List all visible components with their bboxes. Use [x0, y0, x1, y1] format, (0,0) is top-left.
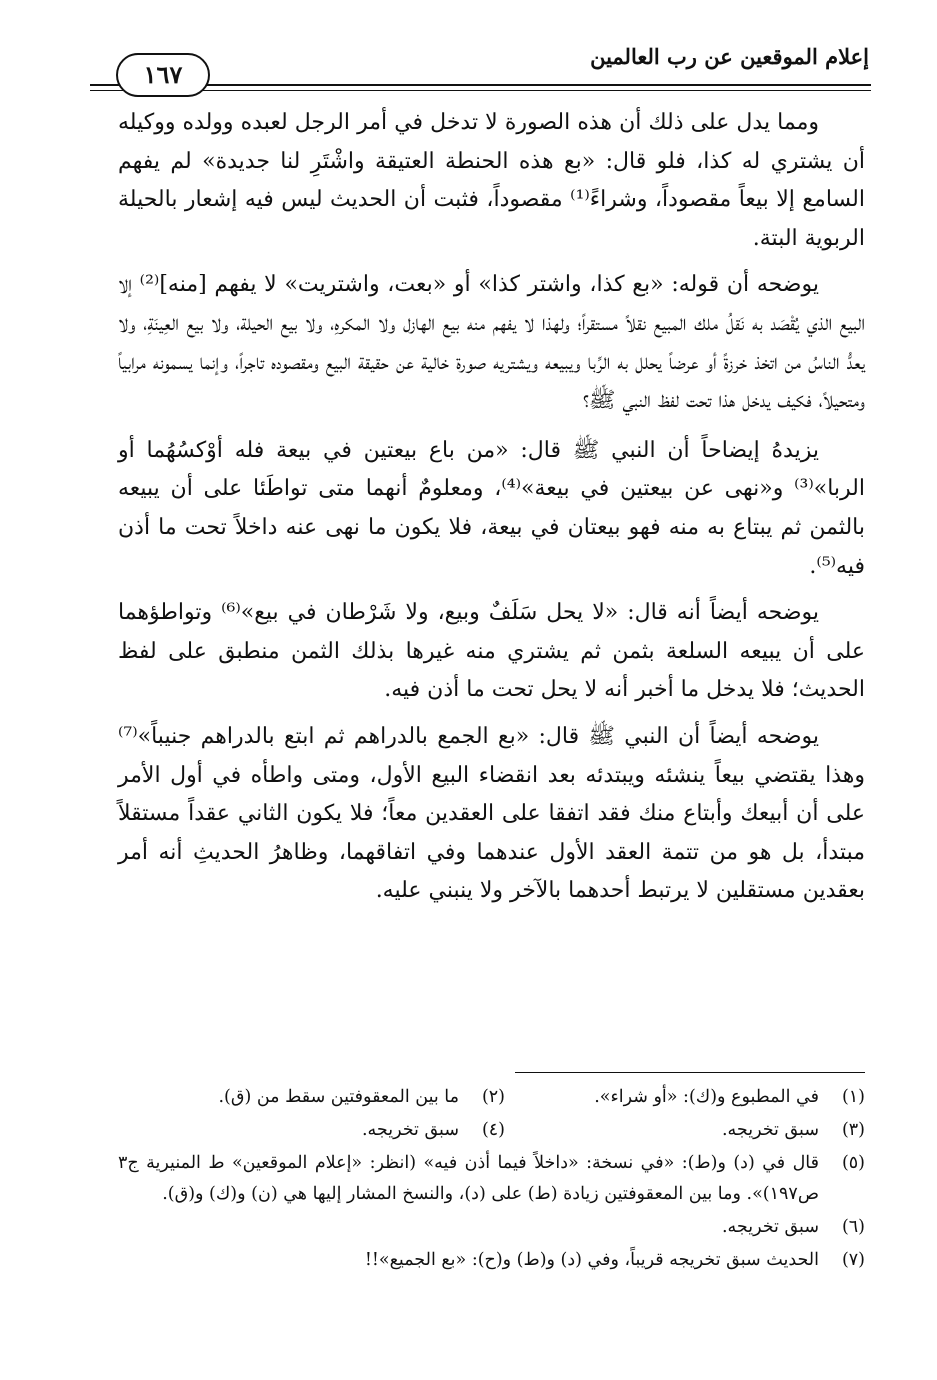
footnote-number: (٣) [841, 1120, 865, 1140]
footnote-number: (٧) [841, 1250, 865, 1270]
footnote-number: (٢) [481, 1087, 505, 1107]
footnote-4 [145, 1115, 505, 1146]
paragraph: ومما يدل على ذلك أن هذه الصورة لا تدخل في أمر الرجل لعبده وولده ووكيله أن يشتري له كذا، فلو قال: «بع هذه الحنطة العتيقة واشْتَرِ لنا جديدة» لم يفهم السامع إلا بيعاً مقصوداً، وشراءً⁽¹⁾ مقصوداً، فثبت أن الحديث ليس فيه إشعار بالحيلة الربوية البتة. [118, 110, 866, 251]
footnote-1 [505, 1082, 865, 1113]
footnote-separator [515, 1072, 865, 1073]
footnote-text: قال في (د) و(ط): «في نسخة: «داخلاً فيما أذن فيه» (انظر: «إعلام الموقعين» ط المنيرية ج٣ ص١٩٧)». وما بين المعقوفتين زيادة (ط) على (د)، والنسخ المشار إليها هي (ن) و(ك) و(ق). [118, 1153, 819, 1204]
footnote-number: (٦) [841, 1217, 865, 1237]
footnote-5 [118, 1148, 865, 1210]
footnote-number: (٥) [841, 1153, 865, 1173]
paragraph: يزيدهُ إيضاحاً أن النبي ﷺ قال: «من باع بيعتين في بيعة فله أوْكسُهُما أو الربا»⁽³⁾ و«نهى عن بيعتين في بيعة»⁽⁴⁾، ومعلومٌ أنهما متى تواطَئا على أن يبيعه بالثمن ثم يبتاع به منه فهو بيعتان في بيعة، فلا يكون ما نهى عنه داخلاً تحت ما أذن فيه⁽⁵⁾. [118, 437, 865, 579]
footnote-text: الحديث سبق تخريجه قريباً، وفي (د) و(ط) و(ح): «بع الجميع»!! [364, 1250, 819, 1270]
paragraph: يوضحه أن قوله: «بع كذا، واشتر كذا» أو «بعت، واشتريت» لا يفهم [منه]⁽²⁾ إلا البيع الذي يُقْصَد به نَقلُ ملك المبيع نقلاً مستقراً؛ ولهذا لا يفهم منه بيع الهازل ولا المكرهِ، ولا بيع الحيلة، ولا بيع العِينَةِ، ولا يعدُّ الناسُ من اتخذ خرزةً أو عرضاً يحلل به الرِّبا ويبيعه ويشتريه صورة خالية عن حقيقة البيع ومقصوده تاجراً، وإنما يسمونه مرابياً ومتحيلاً، فكيف يدخل هذا تحت لفظ النبي ﷺ؟ [118, 272, 865, 414]
running-title: إعلام الموقعين عن رب العالمين [590, 44, 869, 69]
footnotes [118, 1082, 865, 1278]
page-number: ١٦٧ [116, 53, 210, 97]
footnote-row [118, 1082, 865, 1113]
footnote-text: ما بين المعقوفتين سقط من (ق). [218, 1087, 459, 1107]
main-text [118, 104, 865, 919]
paragraph: يوضحه أيضاً أنه قال: «لا يحل سَلَفٌ وبيع، ولا شَرْطان في بيع»⁽⁶⁾ وتواطؤهما على أن يبيعه السلعة بثمن ثم يشتري منه غيرها بذلك الثمن منطبق على لفظ الحديث؛ فلا يدخل ما أخبر أنه لا يحل تحت ما أذن فيه. [118, 600, 865, 703]
footnote-text: سبق تخريجه. [361, 1120, 459, 1140]
footnote-text: سبق تخريجه. [721, 1120, 819, 1140]
footnote-7 [118, 1245, 865, 1276]
header-rule-thin [90, 90, 871, 91]
footnote-text: سبق تخريجه. [721, 1217, 819, 1237]
footnote-row [118, 1115, 865, 1146]
paragraph: يوضحه أيضاً أن النبي ﷺ قال: «بع الجمع بالدراهم ثم ابتع بالدراهم جنيباً»⁽⁷⁾ وهذا يقتضي بيعاً ينشئه ويبتدئه بعد انقضاء البيع الأول، ومتى واطأه في أول الأمر على أن أبيعك وأبتاع منك فقد اتفقا على العقدين معاً؛ فلا يكون الثاني عقداً مستقلاً مبتدأ، بل هو من تتمة العقد الأول عندهما وفي اتفاقهما، وظاهرُ الحديثِ أنه أمر بعقدين مستقلين لا يرتبط أحدهما بالآخر ولا ينبني عليه. [118, 723, 865, 904]
footnote-text: في المطبوع و(ك): «أو شراء». [594, 1087, 819, 1107]
footnote-number: (٤) [481, 1120, 505, 1140]
footnote-2 [145, 1082, 505, 1113]
footnote-6 [118, 1212, 865, 1243]
footnote-3 [505, 1115, 865, 1146]
footnote-number: (١) [841, 1087, 865, 1107]
